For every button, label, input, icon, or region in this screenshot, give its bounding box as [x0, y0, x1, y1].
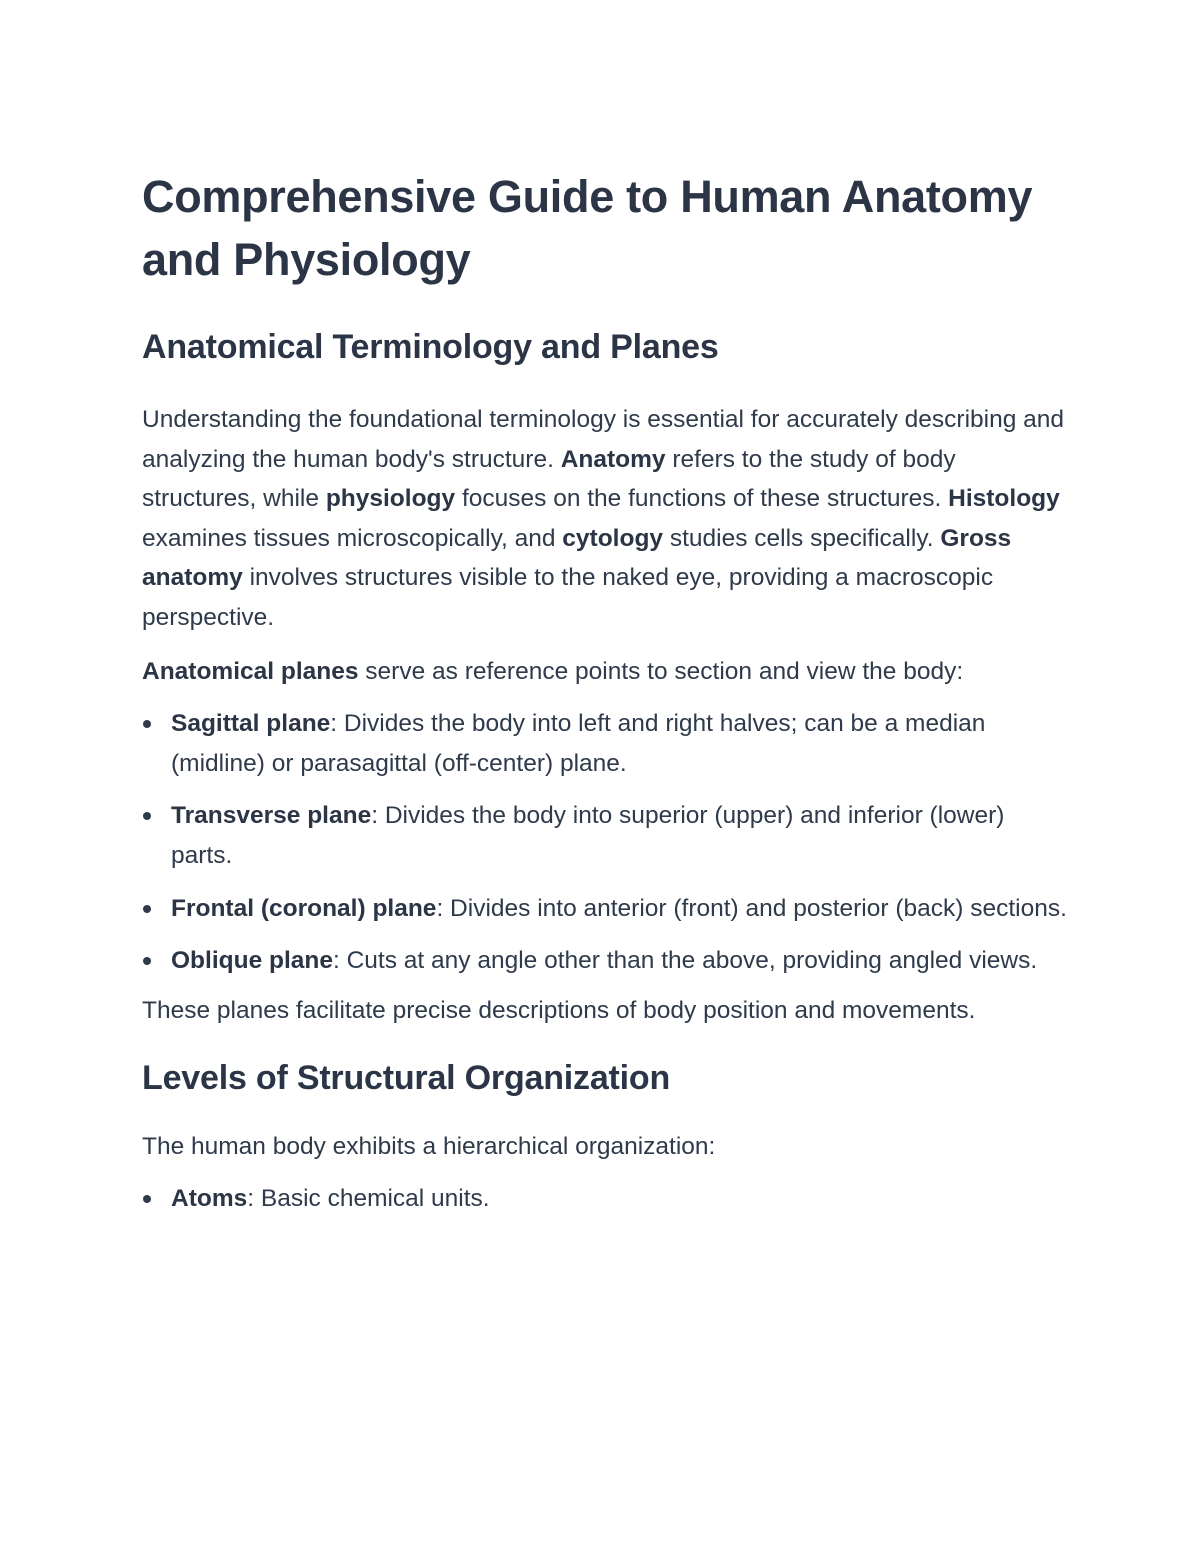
text-run: studies cells specifically. [663, 524, 941, 552]
list-item-oblique-plane [142, 941, 1072, 981]
list-item-desc: : Divides the body into left and right halves; can be a median (midline) or parasagittal (off-center) plane. [171, 710, 986, 777]
text-run: focuses on the functions of these structures. [455, 485, 949, 513]
list-item-desc: : Cuts at any angle other than the above, providing angled views. [333, 947, 1038, 975]
bullet-icon [143, 720, 151, 728]
text-run: examines tissues microscopically, and [142, 524, 563, 552]
list-item-term: Frontal (coronal) plane [171, 894, 437, 922]
organization-intro-paragraph: The human body exhibits a hierarchical organization: [142, 1133, 716, 1161]
text-run: refers to the study of body structures, while [142, 445, 956, 513]
list-item-term: Atoms [171, 1184, 248, 1212]
term-cytology: cytology [562, 524, 664, 552]
document-page [142, 165, 1072, 1219]
planes-list [142, 704, 1072, 981]
section-heading-organization: Levels of Structural Organization [142, 1059, 671, 1098]
terminology-intro-paragraph [142, 400, 1072, 638]
list-item-sagittal-plane [142, 704, 1072, 783]
planes-intro-paragraph [142, 652, 1072, 692]
document-title: Comprehensive Guide to Human Anatomy and Physiology [142, 171, 1033, 285]
bullet-icon [143, 957, 151, 965]
text-run: involves structures visible to the naked eye, providing a macroscopic perspective. [142, 564, 994, 631]
term-physiology: physiology [325, 485, 456, 513]
list-item-term: Sagittal plane [171, 710, 331, 738]
list-item-transverse-plane [142, 796, 1072, 875]
list-item-atoms [142, 1179, 1072, 1219]
text-run: Understanding the foundational terminology is essential for accurately describing and analyzing the human body's structure. [142, 406, 1065, 473]
list-item-term: Oblique plane [171, 947, 333, 975]
list-item-frontal-plane [142, 889, 1072, 929]
list-item-desc: : Divides into anterior (front) and posterior (back) sections. [436, 894, 1067, 922]
term-gross-anatomy: Gross anatomy [142, 524, 1012, 592]
bullet-icon [143, 905, 151, 913]
text-run: serve as reference points to section and view the body: [358, 657, 964, 685]
list-item-desc: : Basic chemical units. [247, 1184, 490, 1212]
planes-outro-paragraph: These planes facilitate precise descriptions of body position and movements. [142, 996, 976, 1024]
term-histology: Histology [948, 485, 1060, 513]
organization-levels-list [142, 1179, 1072, 1219]
list-item-term: Transverse plane [171, 802, 372, 830]
list-item-desc: : Divides the body into superior (upper) and inferior (lower) parts. [171, 802, 1005, 869]
bullet-icon [143, 1195, 151, 1203]
bullet-icon [143, 812, 151, 820]
term-anatomical-planes: Anatomical planes [142, 657, 359, 685]
term-anatomy: Anatomy [560, 445, 666, 473]
section-heading-terminology: Anatomical Terminology and Planes [142, 328, 719, 366]
